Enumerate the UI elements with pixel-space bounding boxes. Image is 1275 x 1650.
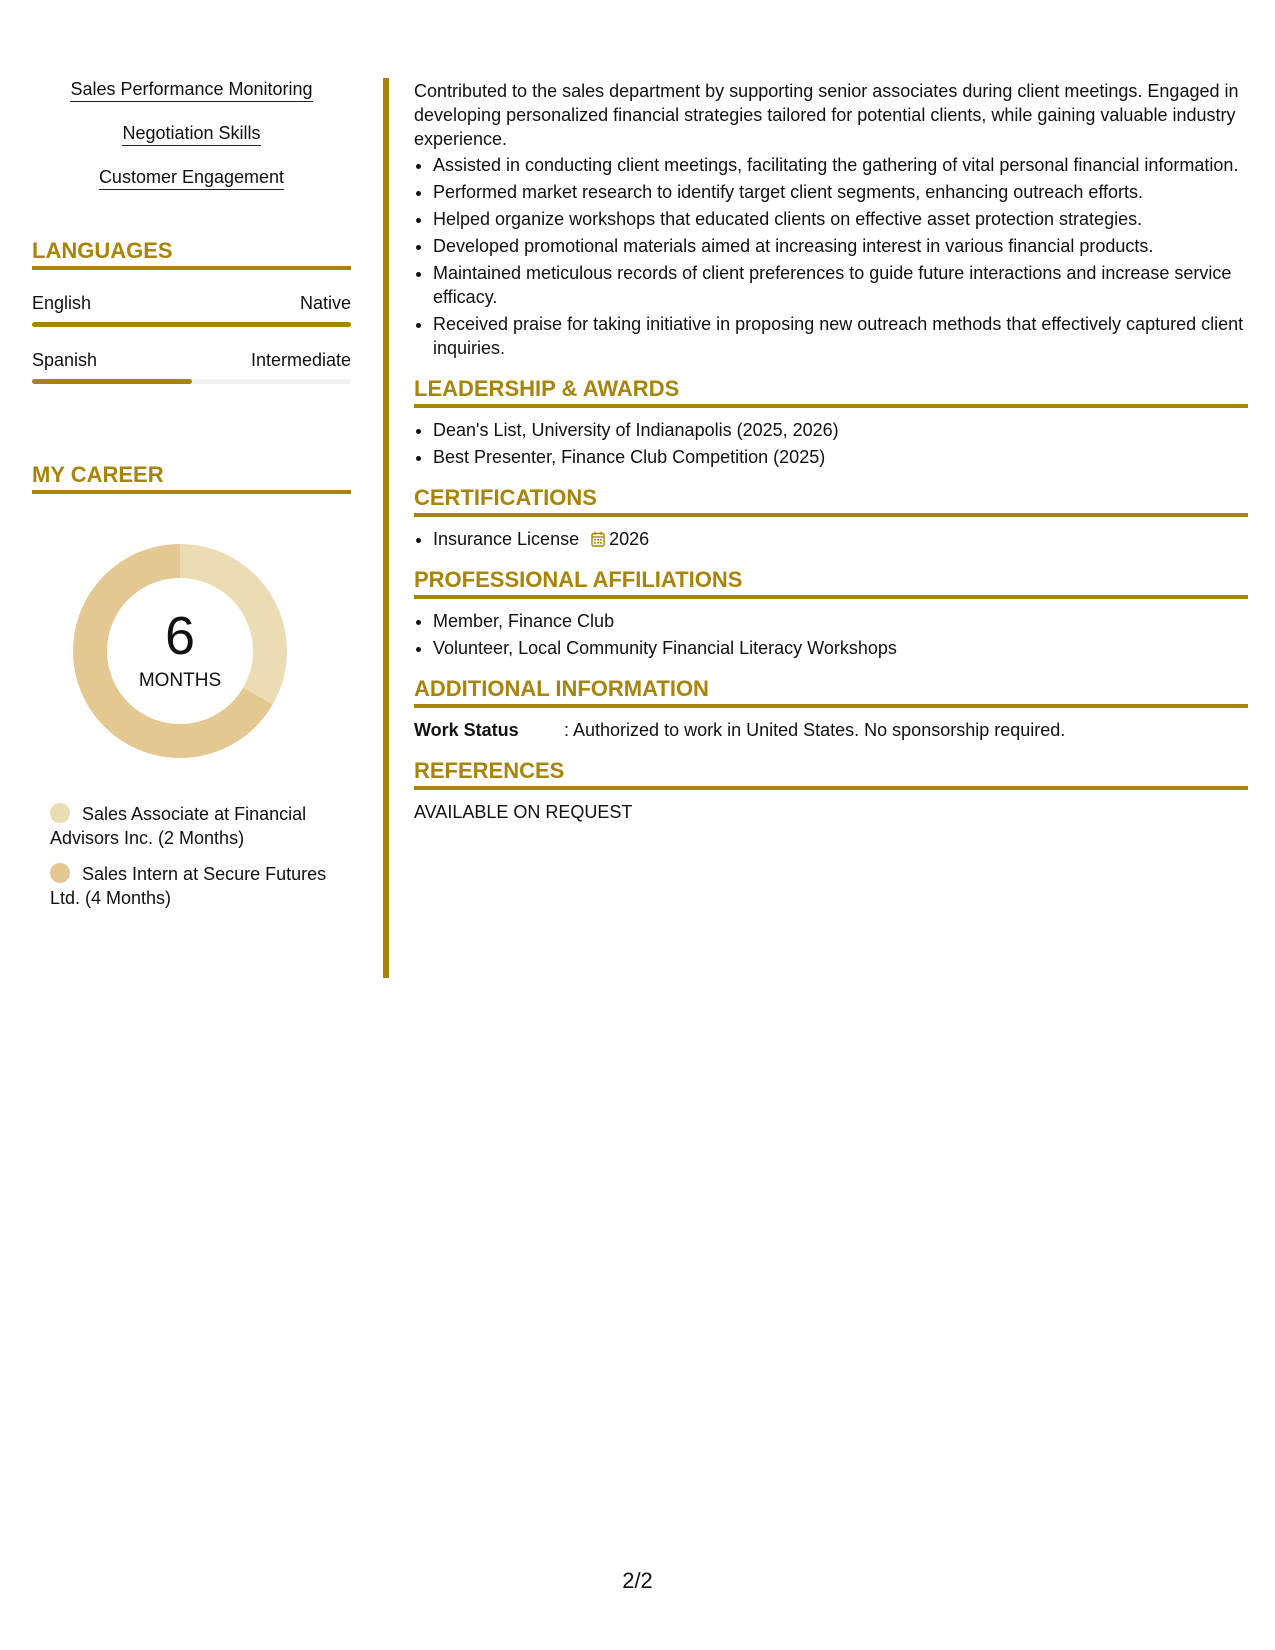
- list-item: • Helped organize workshops that educated clients on effective asset protection strategies.: [433, 207, 1248, 231]
- experience-section: [414, 79, 1248, 360]
- list-item: • Best Presenter, Finance Club Competition (2025): [433, 445, 1248, 469]
- certification-year: 2026: [609, 529, 650, 549]
- language-name: Spanish: [32, 350, 98, 370]
- list-item: • Dean's List, University of Indianapolis (2025, 2026): [433, 418, 1248, 442]
- certifications-section: [414, 485, 1248, 551]
- language-proficiency-fill: [32, 379, 192, 384]
- donut-center-label: [65, 536, 295, 766]
- work-status-label: Work Status: [414, 720, 519, 740]
- skill-item: Sales Performance Monitoring: [70, 78, 312, 102]
- work-status-row: [414, 718, 1248, 742]
- awards-list: [414, 418, 1248, 469]
- languages-heading: LANGUAGES: [32, 238, 351, 270]
- language-proficiency-fill: [32, 322, 351, 327]
- skills-list: [32, 78, 351, 210]
- language-name: English: [32, 293, 92, 313]
- skill-item: Negotiation Skills: [122, 122, 260, 146]
- additional-heading: ADDITIONAL INFORMATION: [414, 676, 1248, 708]
- career-total-unit: MONTHS: [138, 670, 222, 691]
- references-heading: REFERENCES: [414, 758, 1248, 790]
- list-item: • Developed promotional materials aimed at increasing interest in various financial products.: [433, 234, 1248, 258]
- experience-summary: Contributed to the sales department by supporting senior associates during client meetings. Engaged in developing personalized financial strategies tailored for potential clients, while gaining valuable industry experience.: [414, 81, 1239, 149]
- list-item: • Member, Finance Club: [433, 609, 1248, 633]
- certifications-list: [414, 527, 1248, 551]
- language-item-spanish: [32, 349, 351, 384]
- references-section: [414, 758, 1248, 824]
- page-number: 2/2: [622, 1568, 653, 1593]
- language-level: Native: [299, 293, 351, 313]
- legend-dot-icon: [50, 803, 70, 823]
- language-proficiency-bar: [32, 322, 351, 327]
- additional-section: [414, 676, 1248, 742]
- language-proficiency-bar: [32, 379, 351, 384]
- legend-item: [50, 862, 340, 910]
- skill-item: Customer Engagement: [99, 166, 284, 190]
- list-item: • Assisted in conducting client meetings, facilitating the gathering of vital personal financial information.: [433, 153, 1248, 177]
- column-divider: [383, 78, 389, 978]
- calendar-icon: [591, 531, 605, 547]
- language-level: Intermediate: [250, 350, 351, 370]
- career-legend: [50, 802, 340, 910]
- list-item: • Performed market research to identify target client segments, enhancing outreach efforts.: [433, 180, 1248, 204]
- language-item-english: [32, 292, 351, 327]
- list-item: • Volunteer, Local Community Financial Literacy Workshops: [433, 636, 1248, 660]
- legend-item: [50, 802, 340, 850]
- awards-section: [414, 376, 1248, 469]
- affiliations-list: [414, 609, 1248, 660]
- experience-bullets: [414, 153, 1248, 360]
- left-column: [32, 78, 351, 922]
- certifications-heading: CERTIFICATIONS: [414, 485, 1248, 517]
- affiliations-section: [414, 567, 1248, 660]
- career-donut-chart: [65, 536, 295, 766]
- work-status-value: : Authorized to work in United States. No sponsorship required.: [564, 720, 1066, 740]
- legend-label: Sales Associate at Financial Advisors Inc. (2 Months): [50, 804, 307, 848]
- awards-heading: LEADERSHIP & AWARDS: [414, 376, 1248, 408]
- career-heading: MY CAREER: [32, 462, 351, 494]
- affiliations-heading: PROFESSIONAL AFFILIATIONS: [414, 567, 1248, 599]
- list-item: • Received praise for taking initiative in proposing new outreach methods that effectively captured client inquiries.: [433, 312, 1248, 360]
- legend-dot-icon: [50, 863, 70, 883]
- right-column: [414, 79, 1248, 824]
- legend-label: Sales Intern at Secure Futures Ltd. (4 Months): [50, 864, 327, 908]
- list-item: • Maintained meticulous records of client preferences to guide future interactions and increase service efficacy.: [433, 261, 1248, 309]
- certification-name: Insurance License: [433, 529, 580, 549]
- references-text: AVAILABLE ON REQUEST: [414, 802, 633, 822]
- list-item: [433, 527, 1248, 551]
- career-total-number: 6: [164, 606, 196, 666]
